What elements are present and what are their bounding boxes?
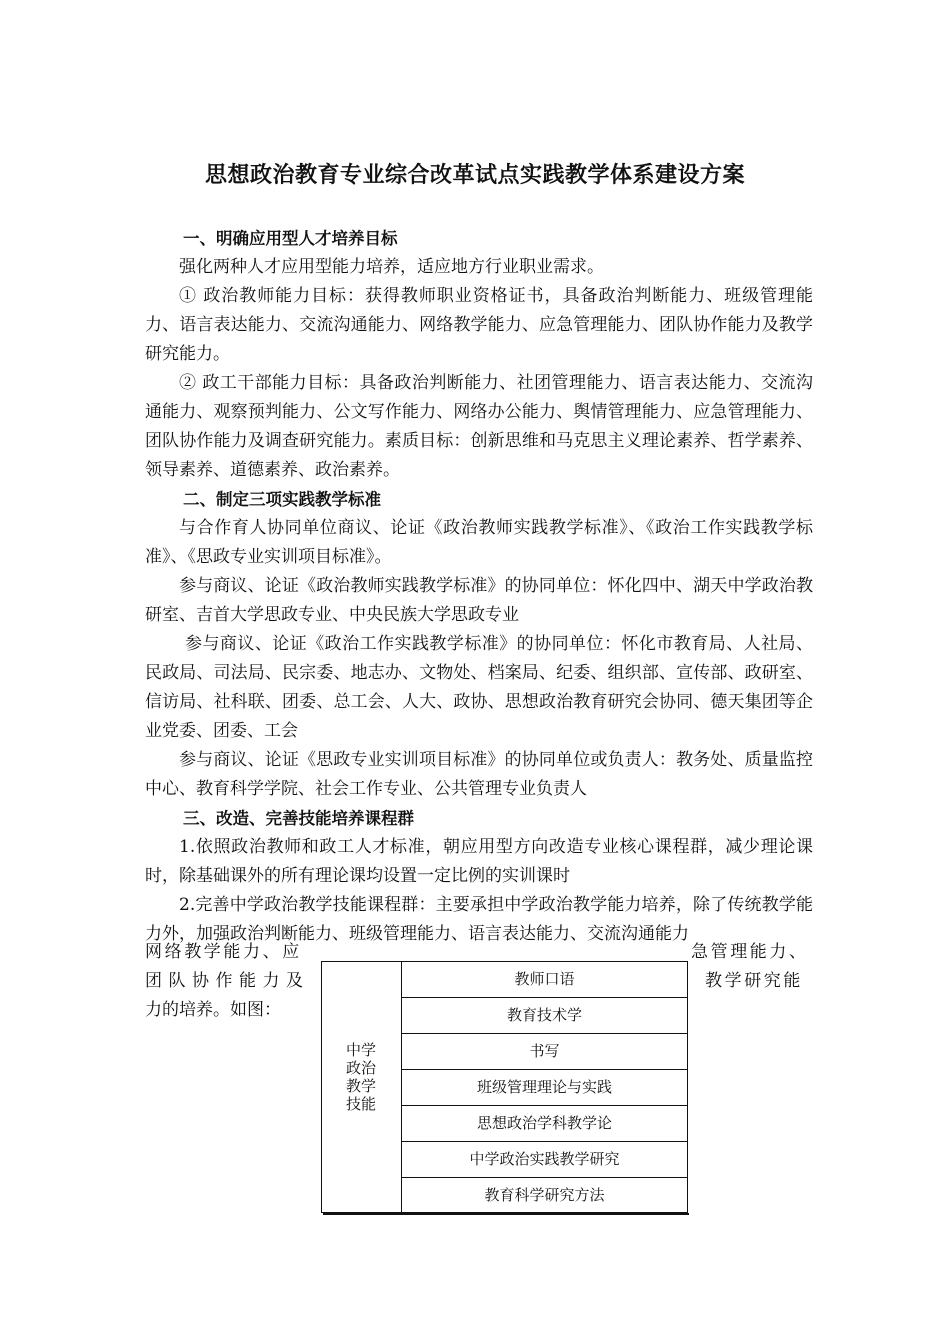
paragraph: 参与商议、论证《政治教师实践教学标准》的协同单位：怀化四中、湖天中学政治教研室、吉首大学思政专业、中央民族大学思政专业 [145,576,813,625]
paragraph: 强化两种人才应用型能力培养，适应地方行业职业需求。 [179,257,604,277]
course-box: 书写 [401,1034,688,1070]
diagram-group-label [331,1041,391,1113]
course-box: 教育技术学 [401,998,688,1034]
document-body [145,224,813,949]
section-heading: 一、明确应用型人才培养目标 [183,229,398,248]
wrap-line-1-right: 急管理能力、 [691,942,809,962]
course-box: 班级管理理论与实践 [401,1070,688,1106]
group-label-line: 中学 [345,1041,376,1059]
paragraph: 2.完善中学政治教学技能课程群：主要承担中学政治教学能力培养，除了传统教学能力外，加强政治判断能力、班级管理能力、语言表达能力、交流沟通能力 [145,895,813,944]
paragraph: ① 政治教师能力目标：获得教师职业资格证书，具备政治判断能力、班级管理能力、语言表达能力、交流沟通能力、网络教学能力、应急管理能力、团队协作能力及教学研究能力。 [145,286,813,364]
section-heading: 三、改造、完善技能培养课程群 [183,809,414,828]
course-box: 教育科学研究方法 [401,1178,688,1214]
wrap-line-2-left: 团队协作能力及 [145,971,310,991]
wrap-line-3-left: 力的培养。如图： [145,1000,281,1020]
wrap-line-1-left: 网络教学能力、应 [145,942,302,962]
section-heading: 二、制定三项实践教学标准 [183,490,381,509]
course-box: 中学政治实践教学研究 [401,1142,688,1178]
group-label-line: 技能 [345,1095,376,1113]
paragraph: 1.依照政治教师和政工人才标准，朝应用型方向改造专业核心课程群，减少理论课时，除基础课外的所有理论课均设置一定比例的实训课时 [145,837,813,886]
group-label-line: 教学 [345,1077,376,1095]
wrap-line-2-right: 教学研究能 [705,971,803,991]
paragraph: 参与商议、论证《思政专业实训项目标准》的协同单位或负责人：教务处、质量监控中心、教育科学学院、社会工作专业、公共管理专业负责人 [145,750,813,799]
course-diagram [321,961,689,1215]
course-boxes [401,961,688,1214]
paragraph: 参与商议、论证《政治工作实践教学标准》的协同单位：怀化市教育局、人社局、民政局、司法局、民宗委、地志办、文物处、档案局、纪委、组织部、宣传部、政研室、信访局、社科联、团委、总工会、人大、政协、思想政治教育研究会协同、德天集团等企业党委、团委、工会 [145,634,813,741]
paragraph: ② 政工干部能力目标：具备政治判断能力、社团管理能力、语言表达能力、交流沟通能力、观察预判能力、公文写作能力、网络办公能力、舆情管理能力、应急管理能力、团队协作能力及调查研究能力。素质目标：创新思维和马克思主义理论素养、哲学素养、领导素养、道德素养、政治素养。 [145,373,813,480]
document-title: 思想政治教育专业综合改革试点实践教学体系建设方案 [204,163,745,188]
course-box: 思想政治学科教学论 [401,1106,688,1142]
course-box: 教师口语 [401,961,688,998]
wrap-line-3 [145,996,281,1025]
paragraph: 与合作育人协同单位商议、论证《政治教师实践教学标准》、《政治工作实践教学标准》、《思政专业实训项目标准》。 [145,518,813,567]
group-label-line: 政治 [345,1059,376,1077]
